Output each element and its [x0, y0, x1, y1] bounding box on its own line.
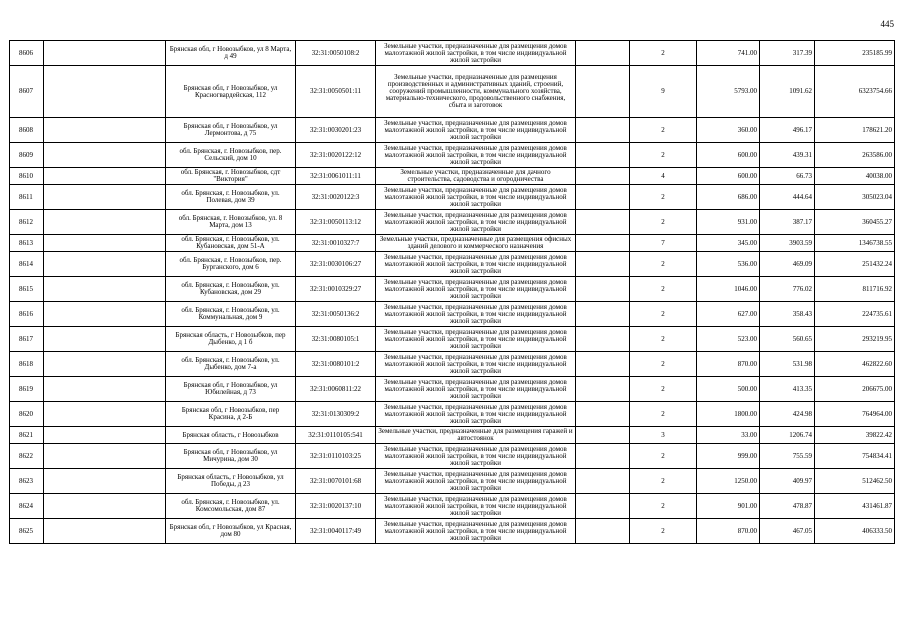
group-number-cell: 2 — [630, 41, 697, 66]
address-cell: Брянская обл, г Новозыбков, ул 8 Марта, д 49 — [166, 41, 296, 66]
group-number-cell: 4 — [630, 168, 697, 185]
address-cell: Брянская обл, г Новозыбков, ул Мичурина, дом 30 — [166, 444, 296, 469]
empty-cell — [44, 185, 166, 210]
table-row — [10, 235, 895, 252]
cadastral-value-cell: 754834.41 — [815, 444, 895, 469]
land-use-cell: Земельные участки, предназначенные для размещения домов малоэтажной жилой застройки, в том числе индивидуальной жилой застройки — [376, 41, 576, 66]
cadastral-value-cell: 235185.99 — [815, 41, 895, 66]
empty-cell — [576, 519, 630, 544]
cadastral-value-cell: 178621.20 — [815, 118, 895, 143]
table-row — [10, 377, 895, 402]
cadastral-value-cell: 360455.27 — [815, 210, 895, 235]
group-number-cell: 2 — [630, 519, 697, 544]
cadastral-number-cell: 32:31:0050501:11 — [296, 66, 376, 118]
specific-value-cell: 1091.62 — [760, 66, 815, 118]
group-number-cell: 2 — [630, 352, 697, 377]
address-cell: обл. Брянская, г. Новозыбков, ул. Дыбенко, дом 7-а — [166, 352, 296, 377]
cadastral-value-cell: 39822.42 — [815, 427, 895, 444]
cadastral-value-cell: 406333.50 — [815, 519, 895, 544]
cadastral-value-cell: 40038.00 — [815, 168, 895, 185]
area-cell: 1800.00 — [697, 402, 760, 427]
cadastral-number-cell: 32:31:0080101:2 — [296, 352, 376, 377]
address-cell: обл. Брянская, г. Новозыбков, ул. 8 Марта, дом 13 — [166, 210, 296, 235]
land-use-cell: Земельные участки, предназначенные для размещения домов малоэтажной жилой застройки, в том числе индивидуальной жилой застройки — [376, 210, 576, 235]
group-number-cell: 2 — [630, 185, 697, 210]
empty-cell — [44, 427, 166, 444]
land-use-cell: Земельные участки, предназначенные для размещения домов малоэтажной жилой застройки, в том числе индивидуальной жилой застройки — [376, 519, 576, 544]
specific-value-cell: 467.05 — [760, 519, 815, 544]
group-number-cell: 2 — [630, 277, 697, 302]
empty-cell — [576, 66, 630, 118]
cadastral-number-cell: 32:31:0030201:23 — [296, 118, 376, 143]
empty-cell — [576, 402, 630, 427]
table-row — [10, 168, 895, 185]
group-number-cell: 2 — [630, 377, 697, 402]
area-cell: 627.00 — [697, 302, 760, 327]
empty-cell — [44, 444, 166, 469]
row-number: 8623 — [10, 469, 44, 494]
table-row — [10, 302, 895, 327]
cadastral-value-cell: 206675.00 — [815, 377, 895, 402]
row-number: 8614 — [10, 252, 44, 277]
table-row — [10, 118, 895, 143]
table-row — [10, 185, 895, 210]
land-use-cell: Земельные участки, предназначенные для размещения домов малоэтажной жилой застройки, в том числе индивидуальной жилой застройки — [376, 327, 576, 352]
area-cell: 686.00 — [697, 185, 760, 210]
specific-value-cell: 478.87 — [760, 494, 815, 519]
cadastral-number-cell: 32:31:0050136:2 — [296, 302, 376, 327]
land-use-cell: Земельные участки, предназначенные для размещения домов малоэтажной жилой застройки, в том числе индивидуальной жилой застройки — [376, 277, 576, 302]
registry-body — [10, 41, 895, 544]
land-use-cell: Земельные участки, предназначенные для размещения домов малоэтажной жилой застройки, в том числе индивидуальной жилой застройки — [376, 469, 576, 494]
area-cell: 360.00 — [697, 118, 760, 143]
cadastral-number-cell: 32:31:0080105:1 — [296, 327, 376, 352]
empty-cell — [576, 327, 630, 352]
empty-cell — [44, 66, 166, 118]
area-cell: 500.00 — [697, 377, 760, 402]
group-number-cell: 7 — [630, 235, 697, 252]
empty-cell — [44, 41, 166, 66]
row-number: 8619 — [10, 377, 44, 402]
address-cell: обл. Брянская, г. Новозыбков, ул. Кубановская, дом 51-А — [166, 235, 296, 252]
cadastral-number-cell: 32:31:0010329:27 — [296, 277, 376, 302]
land-use-cell: Земельные участки, предназначенные для размещения домов малоэтажной жилой застройки, в том числе индивидуальной жилой застройки — [376, 352, 576, 377]
area-cell: 33.00 — [697, 427, 760, 444]
empty-cell — [44, 327, 166, 352]
specific-value-cell: 560.65 — [760, 327, 815, 352]
cadastral-number-cell: 32:31:0010327:7 — [296, 235, 376, 252]
specific-value-cell: 358.43 — [760, 302, 815, 327]
cadastral-value-cell: 1346738.55 — [815, 235, 895, 252]
row-number: 8606 — [10, 41, 44, 66]
cadastral-number-cell: 32:31:0070101:68 — [296, 469, 376, 494]
specific-value-cell: 755.59 — [760, 444, 815, 469]
address-cell: Брянская обл, г Новозыбков, ул Красногвардейская, 112 — [166, 66, 296, 118]
area-cell: 345.00 — [697, 235, 760, 252]
land-use-cell: Земельные участки, предназначенные для размещения домов малоэтажной жилой застройки, в том числе индивидуальной жилой застройки — [376, 494, 576, 519]
specific-value-cell: 3903.59 — [760, 235, 815, 252]
specific-value-cell: 1206.74 — [760, 427, 815, 444]
empty-cell — [44, 118, 166, 143]
area-cell: 600.00 — [697, 168, 760, 185]
group-number-cell: 2 — [630, 469, 697, 494]
empty-cell — [44, 402, 166, 427]
address-cell: обл. Брянская, г. Новозыбков, ул. Коммунальная, дом 9 — [166, 302, 296, 327]
group-number-cell: 2 — [630, 402, 697, 427]
table-row — [10, 41, 895, 66]
cadastral-number-cell: 32:31:0130309:2 — [296, 402, 376, 427]
area-cell: 901.00 — [697, 494, 760, 519]
group-number-cell: 2 — [630, 444, 697, 469]
area-cell: 523.00 — [697, 327, 760, 352]
cadastral-value-cell: 6323754.66 — [815, 66, 895, 118]
empty-cell — [576, 277, 630, 302]
land-use-cell: Земельные участки, предназначенные для размещения домов малоэтажной жилой застройки, в том числе индивидуальной жилой застройки — [376, 143, 576, 168]
row-number: 8625 — [10, 519, 44, 544]
empty-cell — [44, 494, 166, 519]
address-cell: Брянская область, г Новозыбков, ул Победы, д 23 — [166, 469, 296, 494]
empty-cell — [576, 210, 630, 235]
table-row — [10, 66, 895, 118]
address-cell: Брянская обл, г Новозыбков, ул Юбилейная, д 73 — [166, 377, 296, 402]
empty-cell — [576, 118, 630, 143]
address-cell: обл. Брянская, г. Новозыбков, пер. Бурганского, дом 6 — [166, 252, 296, 277]
empty-cell — [44, 519, 166, 544]
land-use-cell: Земельные участки, предназначенные для дачного строительства, садоводства и огородничества — [376, 168, 576, 185]
table-row — [10, 210, 895, 235]
row-number: 8612 — [10, 210, 44, 235]
row-number: 8624 — [10, 494, 44, 519]
empty-cell — [576, 427, 630, 444]
empty-cell — [576, 185, 630, 210]
row-number: 8611 — [10, 185, 44, 210]
empty-cell — [576, 143, 630, 168]
empty-cell — [44, 235, 166, 252]
cadastral-number-cell: 32:31:0050113:12 — [296, 210, 376, 235]
table-row — [10, 469, 895, 494]
cadastral-number-cell: 32:31:0030106:27 — [296, 252, 376, 277]
address-cell: обл. Брянская, г. Новозыбков, ул. Кубановская, дом 29 — [166, 277, 296, 302]
specific-value-cell: 424.98 — [760, 402, 815, 427]
group-number-cell: 2 — [630, 118, 697, 143]
cadastral-value-cell: 811716.92 — [815, 277, 895, 302]
specific-value-cell: 444.64 — [760, 185, 815, 210]
land-use-cell: Земельные участки, предназначенные для размещения домов малоэтажной жилой застройки, в том числе индивидуальной жилой застройки — [376, 252, 576, 277]
cadastral-value-cell: 431461.87 — [815, 494, 895, 519]
address-cell: Брянская обл, г Новозыбков, пер Красина, д 2-Б — [166, 402, 296, 427]
specific-value-cell: 409.97 — [760, 469, 815, 494]
row-number: 8613 — [10, 235, 44, 252]
group-number-cell: 2 — [630, 494, 697, 519]
row-number: 8609 — [10, 143, 44, 168]
address-cell: Брянская обл, г Новозыбков, ул Лермонтова, д 75 — [166, 118, 296, 143]
row-number: 8618 — [10, 352, 44, 377]
land-use-cell: Земельные участки, предназначенные для размещения домов малоэтажной жилой застройки, в том числе индивидуальной жилой застройки — [376, 377, 576, 402]
group-number-cell: 2 — [630, 252, 697, 277]
area-cell: 870.00 — [697, 352, 760, 377]
empty-cell — [576, 252, 630, 277]
cadastral-value-cell: 764964.00 — [815, 402, 895, 427]
row-number: 8610 — [10, 168, 44, 185]
land-use-cell: Земельные участки, предназначенные для размещения офисных зданий делового и коммерческого назначения — [376, 235, 576, 252]
group-number-cell: 2 — [630, 143, 697, 168]
empty-cell — [576, 494, 630, 519]
cadastral-number-cell: 32:31:0110103:25 — [296, 444, 376, 469]
empty-cell — [576, 469, 630, 494]
empty-cell — [576, 444, 630, 469]
empty-cell — [44, 377, 166, 402]
specific-value-cell: 317.39 — [760, 41, 815, 66]
table-row — [10, 252, 895, 277]
cadastral-number-cell: 32:31:0050108:2 — [296, 41, 376, 66]
specific-value-cell: 66.73 — [760, 168, 815, 185]
table-row — [10, 494, 895, 519]
cadastral-value-cell: 462822.60 — [815, 352, 895, 377]
empty-cell — [44, 168, 166, 185]
table-row — [10, 444, 895, 469]
specific-value-cell: 413.35 — [760, 377, 815, 402]
table-row — [10, 352, 895, 377]
empty-cell — [576, 352, 630, 377]
cadastral-number-cell: 32:31:0061011:11 — [296, 168, 376, 185]
area-cell: 931.00 — [697, 210, 760, 235]
address-cell: обл. Брянская, г. Новозыбков, ул. Комсомольская, дом 87 — [166, 494, 296, 519]
empty-cell — [44, 352, 166, 377]
row-number: 8620 — [10, 402, 44, 427]
area-cell: 1250.00 — [697, 469, 760, 494]
empty-cell — [44, 277, 166, 302]
land-use-cell: Земельные участки, предназначенные для размещения гаражей и автостоянок — [376, 427, 576, 444]
land-use-cell: Земельные участки, предназначенные для размещения домов малоэтажной жилой застройки, в том числе индивидуальной жилой застройки — [376, 185, 576, 210]
cadastral-value-cell: 512462.50 — [815, 469, 895, 494]
table-row — [10, 519, 895, 544]
empty-cell — [44, 210, 166, 235]
empty-cell — [576, 41, 630, 66]
group-number-cell: 3 — [630, 427, 697, 444]
empty-cell — [44, 252, 166, 277]
empty-cell — [576, 168, 630, 185]
area-cell: 1046.00 — [697, 277, 760, 302]
area-cell: 741.00 — [697, 41, 760, 66]
empty-cell — [576, 235, 630, 252]
group-number-cell: 2 — [630, 327, 697, 352]
specific-value-cell: 439.31 — [760, 143, 815, 168]
empty-cell — [44, 302, 166, 327]
row-number: 8607 — [10, 66, 44, 118]
address-cell: Брянская область, г Новозыбков — [166, 427, 296, 444]
table-row — [10, 327, 895, 352]
address-cell: обл. Брянская, г. Новозыбков, пер. Сельский, дом 10 — [166, 143, 296, 168]
specific-value-cell: 469.09 — [760, 252, 815, 277]
land-use-cell: Земельные участки, предназначенные для размещения домов малоэтажной жилой застройки, в том числе индивидуальной жилой застройки — [376, 402, 576, 427]
area-cell: 870.00 — [697, 519, 760, 544]
specific-value-cell: 531.98 — [760, 352, 815, 377]
row-number: 8617 — [10, 327, 44, 352]
land-use-cell: Земельные участки, предназначенные для размещения домов малоэтажной жилой застройки, в том числе индивидуальной жилой застройки — [376, 444, 576, 469]
specific-value-cell: 496.17 — [760, 118, 815, 143]
area-cell: 5793.00 — [697, 66, 760, 118]
cadastral-number-cell: 32:31:0020137:10 — [296, 494, 376, 519]
table-row — [10, 143, 895, 168]
cadastral-number-cell: 32:31:0020122:12 — [296, 143, 376, 168]
address-cell: Брянская обл, г Новозыбков, ул Красная, дом 80 — [166, 519, 296, 544]
empty-cell — [44, 143, 166, 168]
address-cell: обл. Брянская, г. Новозыбков, сдт "Виктория" — [166, 168, 296, 185]
cadastral-number-cell: 32:31:0020122:3 — [296, 185, 376, 210]
address-cell: Брянская область, г Новозыбков, пер Дыбенко, д 1 б — [166, 327, 296, 352]
row-number: 8615 — [10, 277, 44, 302]
land-registry-table — [9, 40, 895, 544]
table-row — [10, 277, 895, 302]
group-number-cell: 2 — [630, 210, 697, 235]
cadastral-number-cell: 32:31:0060811:22 — [296, 377, 376, 402]
table-row — [10, 427, 895, 444]
row-number: 8608 — [10, 118, 44, 143]
cadastral-value-cell: 263586.00 — [815, 143, 895, 168]
table-row — [10, 402, 895, 427]
empty-cell — [44, 469, 166, 494]
specific-value-cell: 776.02 — [760, 277, 815, 302]
page-number: 445 — [880, 19, 894, 29]
group-number-cell: 2 — [630, 302, 697, 327]
land-use-cell: Земельные участки, предназначенные для размещения домов малоэтажной жилой застройки, в том числе индивидуальной жилой застройки — [376, 302, 576, 327]
area-cell: 600.00 — [697, 143, 760, 168]
row-number: 8616 — [10, 302, 44, 327]
area-cell: 999.00 — [697, 444, 760, 469]
cadastral-value-cell: 293219.95 — [815, 327, 895, 352]
land-use-cell: Земельные участки, предназначенные для размещения домов малоэтажной жилой застройки, в том числе индивидуальной жилой застройки — [376, 118, 576, 143]
cadastral-value-cell: 224735.61 — [815, 302, 895, 327]
empty-cell — [576, 377, 630, 402]
row-number: 8621 — [10, 427, 44, 444]
empty-cell — [576, 302, 630, 327]
cadastral-number-cell: 32:31:0040117:49 — [296, 519, 376, 544]
land-use-cell: Земельные участки, предназначенные для размещения производственных и административных зданий, строений, сооружений промышленности, коммунального хозяйства, материально-технического, продовольственного снабжения, сбыта и заготовок — [376, 66, 576, 118]
cadastral-number-cell: 32:31:0110105:541 — [296, 427, 376, 444]
specific-value-cell: 387.17 — [760, 210, 815, 235]
address-cell: обл. Брянская, г. Новозыбков, ул. Полевая, дом 39 — [166, 185, 296, 210]
group-number-cell: 9 — [630, 66, 697, 118]
area-cell: 536.00 — [697, 252, 760, 277]
row-number: 8622 — [10, 444, 44, 469]
cadastral-value-cell: 251432.24 — [815, 252, 895, 277]
cadastral-value-cell: 305023.04 — [815, 185, 895, 210]
